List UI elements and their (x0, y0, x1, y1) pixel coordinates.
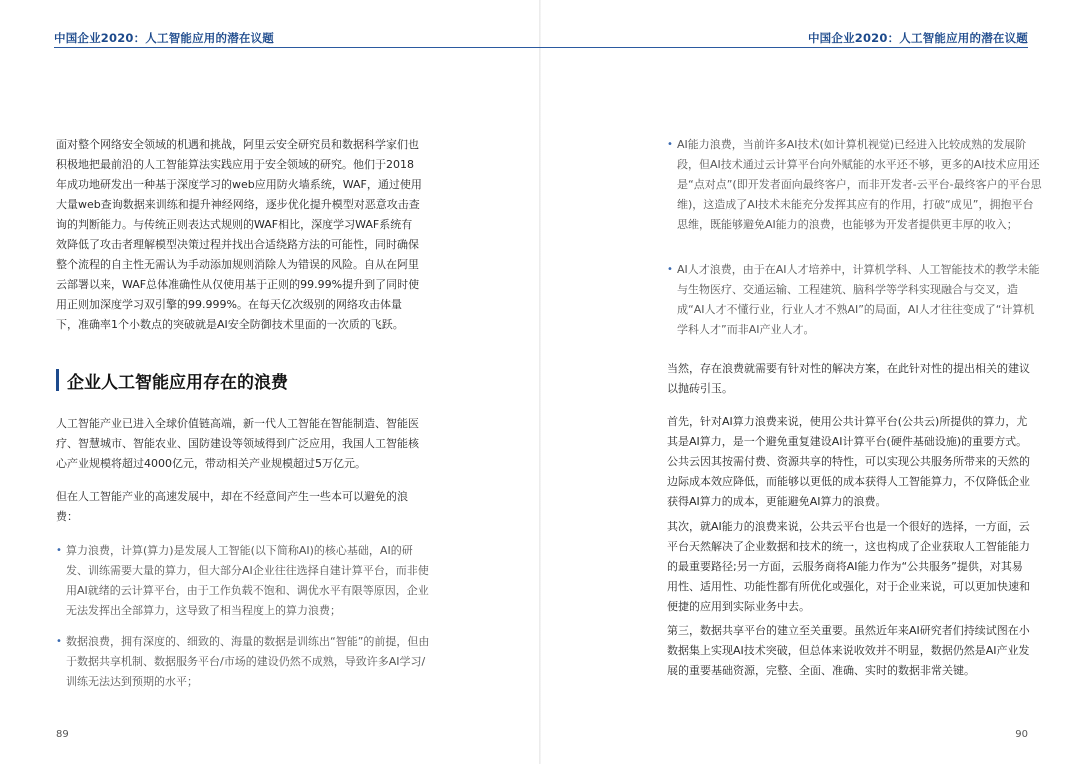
header-divider (54, 47, 540, 48)
bullet-dot-icon: • (667, 264, 673, 275)
page-number: 89 (56, 729, 69, 740)
bullet-text: 算力浪费，计算(算力)是发展人工智能(以下简称AI)的核心基础，AI的研发、训练需要大量的算力，但大部分AI企业往往选择自建计算平台，而非使用AI就绪的云计算平台，由于工作负载不饱和、调优水平有限等原因，企业无法发挥出全部算力，这导致了相当程度上的算力浪费； (66, 544, 429, 617)
bullet-text: AI能力浪费，当前许多AI技术(如计算机视觉)已经进入比较成熟的发展阶段，但AI技术通过云计算平台向外赋能的水平还不够，更多的AI技术应用还是“点对点”(即开发者面向最终客户，而非开发者-云平台-最终客户的平台思维)，这造成了AI技术未能充分发挥其应有的作用，打破“成见”，拥抱平台思维，既能够避免AI能力的浪费，也能够为开发者提供更丰厚的收入； (677, 138, 1042, 231)
intro-paragraph: 面对整个网络安全领域的机遇和挑战，阿里云安全研究员和数据科学家们也积极地把最前沿的人工智能算法实践应用于安全领域的研究。他们于2018年成功地研发出一种基于深度学习的web应用防火墙系统，WAF，通过使用大量web查询数据来训练和提升神经网络，逐步优化提升模型对恶意攻击查询的判断能力。与传统正则表达式规则的WAF相比，深度学习WAF系统有效降低了攻击者理解模型决策过程并找出合适绕路方法的可能性，同时确保整个流程的自主性无需认为手动添加规则消除人为错误的风险。自从在阿里云部署以来，WAF总体准确性从仅使用基于正则的99.99%提升到了同时使用正则加深度学习双引擎的99.999%。在每天亿次级别的网络攻击体量下，准确率1个小数点的突破就是AI安全防御技术里面的一次质的飞跃。 (56, 138, 422, 331)
bullet-item (56, 541, 432, 621)
section-paragraph: 人工智能产业已进入全球价值链高端，新一代人工智能在智能制造、智能医疗、智慧城市、智能农业、国防建设等领域得到广泛应用，我国人工智能核心产业规模将超过4000亿元，带动相关产业规模超过5万亿元。 (56, 417, 419, 470)
bullet-text: 数据浪费，拥有深度的、细致的、海量的数据是训练出“智能”的前提，但由于数据共享机制、数据服务平台/市场的建设仍然不成熟，导致许多AI学习/训练无法达到预期的水平； (66, 635, 430, 688)
bullet-item (56, 632, 432, 692)
header-title: 中国企业2020：人工智能应用的潜在议题 (54, 31, 275, 45)
bullet-item (667, 260, 1043, 340)
bullet-dot-icon: • (56, 636, 62, 647)
section-title: 企业人工智能应用存在的浪费 (67, 372, 288, 393)
body-paragraph: 首先，针对AI算力浪费来说，使用公共计算平台(公共云)所提供的算力，尤其是AI算力，是一个避免重复建设AI计算平台(硬件基础设施)的重要方式。公共云因其按需付费、资源共享的特性，可以实现公共服务所带来的天然的边际成本效应降低，而能够以更低的成本获得人工智能算力，不仅降低企业获得AI算力的成本，更能避免AI算力的浪费。 (667, 415, 1030, 508)
body-paragraph: 当然，存在浪费就需要有针对性的解决方案，在此针对性的提出相关的建议以抛砖引玉。 (667, 362, 1030, 395)
page-number: 90 (1015, 729, 1028, 740)
header-title: 中国企业2020：人工智能应用的潜在议题 (807, 31, 1028, 45)
bullet-dot-icon: • (667, 139, 673, 150)
section-heading (56, 368, 422, 392)
body-paragraph: 其次，就AI能力的浪费来说，公共云平台也是一个很好的选择，一方面，云平台天然解决了企业数据和技术的统一，这也构成了企业获取人工智能能力的最重要路径;另一方面，云服务商将AI能力作为“公共服务”提供，对其易用性、适用性、功能性都有所优化或强化，对于企业来说，可以更加快速和便捷的应用到实际业务中去。 (667, 520, 1030, 613)
right-page (540, 0, 1080, 764)
bullet-item (667, 135, 1043, 235)
header-divider (540, 47, 1028, 48)
body-paragraph: 第三，数据共享平台的建立至关重要。虽然近年来AI研究者们持续试图在小数据集上实现AI技术突破，但总体来说收效并不明显，数据仍然是AI产业发展的重要基础资源，完整、全面、准确、实时的数据非常关键。 (667, 624, 1030, 677)
heading-accent-bar (56, 369, 59, 391)
bullet-dot-icon: • (56, 545, 62, 556)
bullet-text: AI人才浪费，由于在AI人才培养中，计算机学科、人工智能技术的教学未能与生物医疗、交通运输、工程建筑、脑科学等学科实现融合与交叉，造成“AI人才不懂行业，行业人才不熟AI”的局面，AI人才往往变成了“计算机学科人才”而非AI产业人才。 (677, 263, 1040, 336)
section-paragraph: 但在人工智能产业的高速发展中，却在不经意间产生一些本可以避免的浪费： (56, 490, 408, 523)
